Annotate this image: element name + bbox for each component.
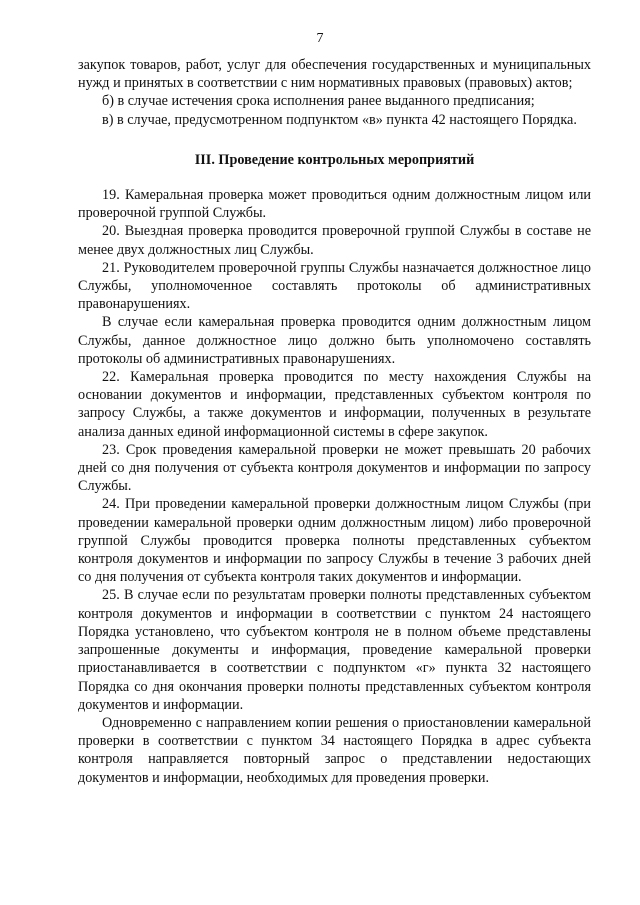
paragraph-item-v: в) в случае, предусмотренном подпунктом «в» пункта 42 настоящего Порядка. [102,111,577,128]
paragraph-21-case: В случае если камеральная проверка проводится одним должностным лицом Службы, данное должностное лицо должно быть уполномочено составлять протоколы об административных правонарушениях. [78,314,591,367]
paragraph-24: 24. При проведении камеральной проверки должностным лицом Службы (при проведении камеральной проверки одним должностным лицом) либо проверочной группой Службы проводится проверка полноты представленных субъектом контроля документов и информации по запросу Службы в течение 3 рабочих дней со дня получения от субъекта контроля таких документов и информации. [78,496,591,586]
paragraph-25: 25. В случае если по результатам проверки полноты представленных субъектом контроля документов и информации в соответствии с пунктом 24 настоящего Порядка установлено, что субъектом контроля не в полном объеме представлены запрошенные документы и информация, проведение камеральной проверки приостанавливается в соответствии с подпунктом «г» пункта 32 настоящего Порядка со дня окончания проверки полноты представленных субъектом контроля документов и информации. [78,587,591,713]
paragraph-23: 23. Срок проведения камеральной проверки не может превышать 20 рабочих дней со дня получения от субъекта контроля документов и информации по запросу Службы. [78,441,591,495]
paragraph-item-b: б) в случае истечения срока исполнения ранее выданного предписания; [102,93,535,110]
page-number: 7 [316,31,324,46]
paragraph-21: 21. Руководителем проверочной группы Службы назначается должностное лицо Службы, уполномоченное составлять протоколы об административных правонарушениях. [78,259,591,313]
paragraph-20: 20. Выездная проверка проводится проверочной группой Службы в составе не менее двух должностных лиц Службы. [78,223,591,258]
paragraph-25-simultaneous: Одновременно с направлением копии решения о приостановлении камеральной проверки в соответствии с пунктом 34 настоящего Порядка в адрес субъекта контроля направляется повторный запрос о представлении недостающих документов и информации, необходимых для проведения проверки. [78,714,591,786]
paragraph-22: 22. Камеральная проверка проводится по месту нахождения Службы на основании документов и информации, представленных субъектом контроля по запросу Службы, а также документов и информации, полученных в результате анализа данных единой информационной системы в сфере закупок. [78,369,591,440]
document-body [78,56,591,787]
paragraph-continuation: закупок товаров, работ, услуг для обеспечения государственных и муниципальных нужд и принятых в соответствии с ним нормативных правовых (правовых) актов; [78,57,591,92]
paragraph-19: 19. Камеральная проверка может проводиться одним должностным лицом или проверочной группой Службы. [78,187,591,222]
section-title: III. Проведение контрольных мероприятий [194,151,475,168]
